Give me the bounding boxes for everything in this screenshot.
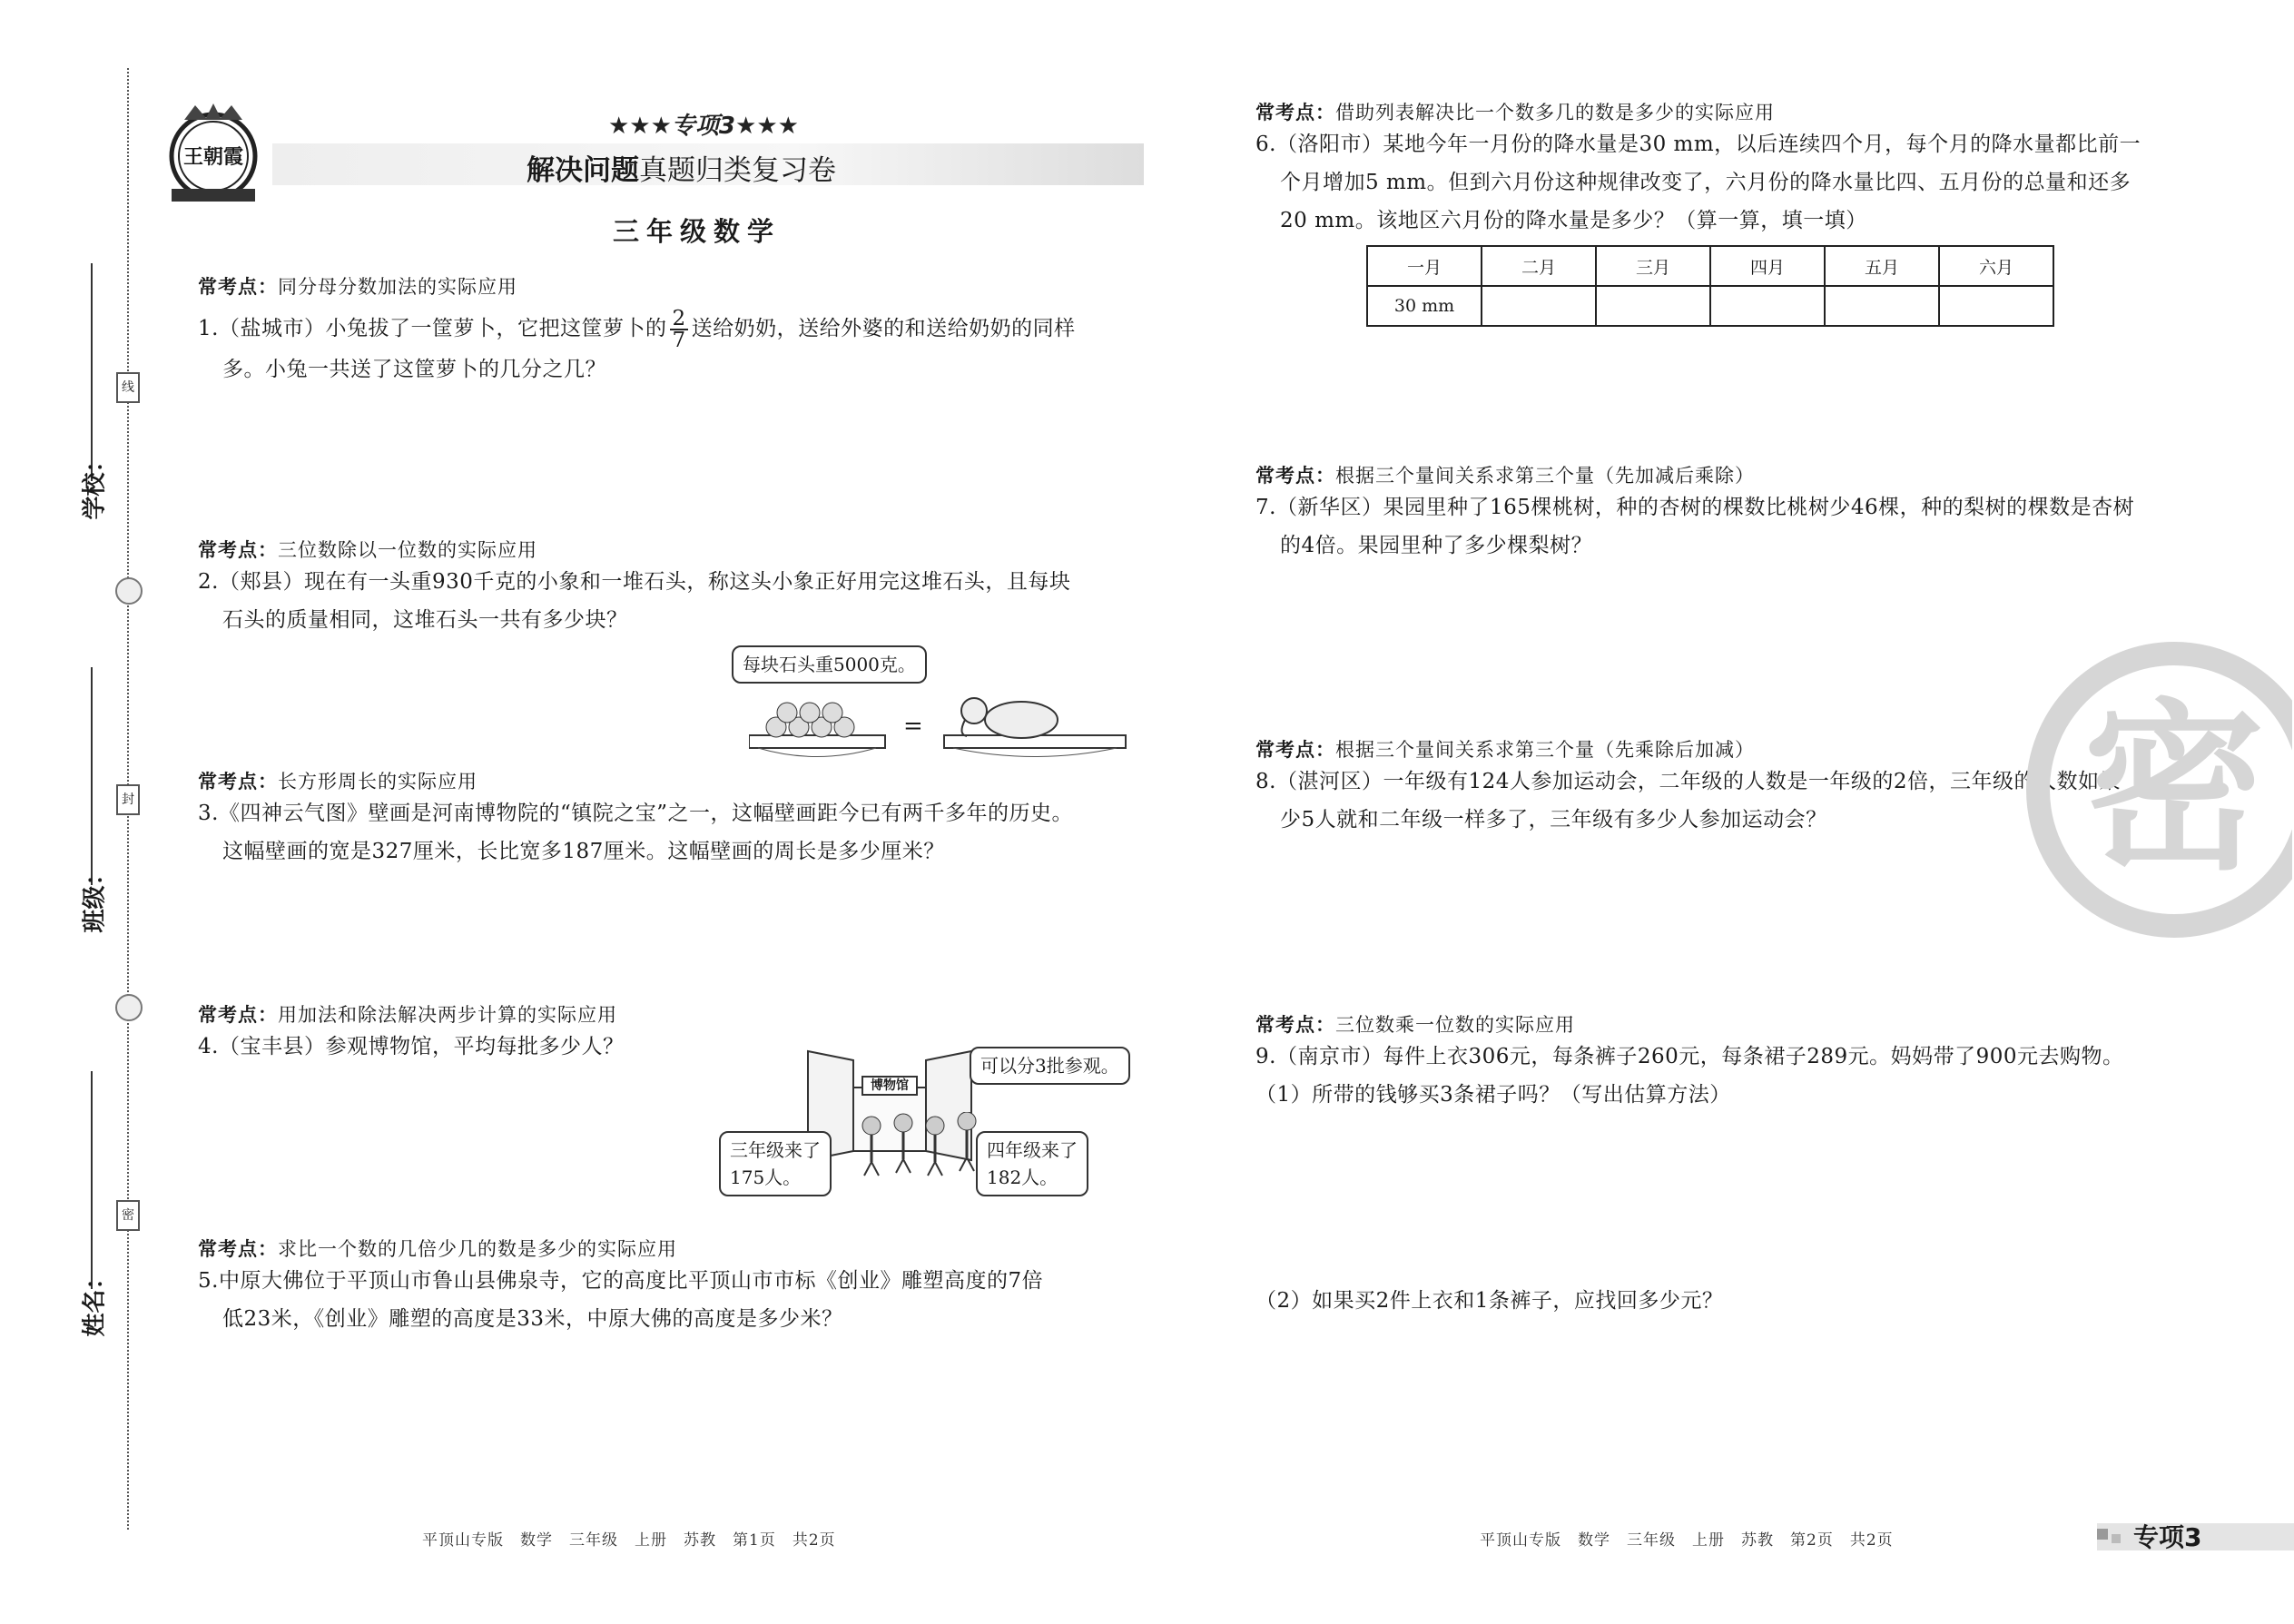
stone-weight-bubble: 每块石头重5000克。	[732, 645, 927, 684]
name-label: 姓名：	[81, 1265, 109, 1337]
batch-bubble: 可以分3批参观。	[970, 1047, 1130, 1085]
tab-square-icon	[2097, 1529, 2108, 1540]
footer-left: 平顶山专版 数学 三年级 上册 苏教 第1页 共2页	[422, 1531, 836, 1550]
key-point-2: 常考点：三位数除以一位数的实际应用	[198, 539, 537, 561]
key-point-1: 常考点：同分母分数加法的实际应用	[198, 276, 517, 298]
key-point-6: 常考点：借助列表解决比一个数多几的数是多少的实际应用	[1255, 102, 1775, 123]
q6-line-3: 20 mm。该地区六月份的降水量是多少？（算一算，填一填）	[1280, 209, 1867, 232]
footer-right: 平顶山专版 数学 三年级 上册 苏教 第2页 共2页	[1480, 1531, 1894, 1550]
q9-sub-2: （2）如果买2件上衣和1条裤子，应找回多少元？	[1255, 1289, 1724, 1313]
q3-line-2: 这幅壁画的宽是327厘米，长比宽多187厘米。这幅壁画的周长是多少厘米？	[222, 840, 945, 863]
class-label: 班级：	[81, 861, 109, 933]
question-1	[198, 272, 1151, 389]
q8-line-2: 少5人就和二年级一样多了，三年级有多少人参加运动会？	[1280, 808, 1827, 832]
table-cell-blank[interactable]	[1482, 286, 1596, 326]
q5-line-2: 低23米，《创业》雕塑的高度是33米，中原大佛的高度是多少米？	[222, 1307, 843, 1331]
table-row	[1367, 286, 2053, 326]
fraction-2-7: $\frac{2}{7}$	[672, 307, 686, 352]
brand-logo	[159, 100, 268, 209]
grade3-text-a: 三年级来了	[730, 1139, 821, 1161]
table-header-cell: 三月	[1596, 246, 1710, 286]
q6-line-1: 6.（洛阳市）某地今年一月份的降水量是30 mm，以后连续四个月，每个月的降水量都比前一	[1255, 133, 2141, 156]
question-9	[1255, 1010, 2218, 1114]
table-header-cell: 四月	[1710, 246, 1825, 286]
q1-text-b: 送给奶奶，送给外婆的和送给奶奶的同样	[691, 317, 1076, 340]
binding-hole-1	[115, 577, 143, 605]
school-label: 学校：	[81, 448, 109, 520]
watermark-text: 密	[2082, 684, 2265, 895]
grade4-bubble	[976, 1131, 1088, 1196]
tab-square-icon	[2112, 1534, 2121, 1543]
class-field-line[interactable]	[91, 667, 93, 885]
binding-hole-2	[115, 994, 143, 1021]
q9-line-1: 9.（南京市）每件上衣306元，每条裤子260元，每条裙子289元。妈妈带了900元去购物。	[1255, 1045, 2124, 1068]
key-point-5: 常考点：求比一个数的几倍少几的数是多少的实际应用	[198, 1238, 677, 1260]
q9-sub-1: （1）所带的钱够买3条裙子吗？（写出估算方法）	[1255, 1083, 1731, 1107]
grade4-text-b: 182人。	[987, 1166, 1058, 1188]
key-point-4: 常考点：用加法和除法解决两步计算的实际应用	[198, 1004, 617, 1026]
key-point-8: 常考点：根据三个量间关系求第三个量（先乘除后加减）	[1255, 739, 1755, 761]
seal-mark-xian: 线	[116, 372, 140, 403]
table-header-row	[1367, 246, 2053, 286]
key-point-3: 常考点：长方形周长的实际应用	[198, 771, 478, 792]
key-point-9: 常考点：三位数乘一位数的实际应用	[1255, 1014, 1575, 1036]
question-2	[198, 536, 1151, 639]
table-cell-blank[interactable]	[1710, 286, 1825, 326]
table-cell-blank[interactable]	[1825, 286, 1939, 326]
page-title	[527, 147, 836, 188]
children-illustration	[853, 1112, 989, 1180]
table-cell: 30 mm	[1367, 286, 1482, 326]
equals-sign: =	[903, 713, 923, 740]
question-3	[198, 767, 1151, 871]
secret-watermark	[2020, 635, 2292, 944]
name-field-line[interactable]	[91, 1071, 93, 1289]
key-point-7: 常考点：根据三个量间关系求第三个量（先加减后乘除）	[1255, 465, 1755, 487]
series-label: ★★★专项3★★★	[608, 113, 799, 140]
q1-text-a: 1.（盐城市）小兔拔了一筐萝卜，它把这筐萝卜的	[198, 317, 667, 340]
q3-line-1: 3.《四神云气图》壁画是河南博物院的“镇院之宝”之一，这幅壁画距今已有两千多年的历史。	[198, 802, 1073, 825]
seal-mark-mi: 密	[116, 1200, 140, 1231]
table-header-cell: 二月	[1482, 246, 1596, 286]
question-7	[1255, 461, 2218, 565]
title-rest: 真题归类复习卷	[639, 154, 836, 187]
seal-mark-feng: 封	[116, 784, 140, 815]
question-6	[1255, 98, 2218, 240]
rainfall-table	[1366, 245, 2054, 327]
q2-line-2: 石头的质量相同，这堆石头一共有多少块？	[222, 608, 628, 632]
grade3-bubble	[719, 1131, 832, 1196]
elephant-scale-illustration	[749, 694, 1139, 767]
museum-sign: 博物馆	[871, 1078, 909, 1093]
table-cell-blank[interactable]	[1939, 286, 2053, 326]
q7-line-1: 7.（新华区）果园里种了165棵桃树，种的杏树的棵数比桃树少46棵，种的梨树的棵数是杏树	[1255, 496, 2135, 519]
q4-line-1: 4.（宝丰县）参观博物馆，平均每批多少人？	[198, 1035, 625, 1058]
logo-text: 王朝霞	[182, 146, 243, 169]
table-header-cell: 六月	[1939, 246, 2053, 286]
q7-line-2: 的4倍。果园里种了多少棵梨树？	[1280, 534, 1593, 557]
grade3-text-b: 175人。	[730, 1166, 802, 1188]
q5-line-1: 5.中原大佛位于平顶山市鲁山县佛泉寺，它的高度比平顶山市市标《创业》雕塑高度的7倍	[198, 1269, 1044, 1293]
grade4-text-a: 四年级来了	[987, 1139, 1078, 1161]
q1-text-c: 多。小兔一共送了这筐萝卜的几分之几？	[222, 358, 606, 381]
table-cell-blank[interactable]	[1596, 286, 1710, 326]
q8-line-1: 8.（湛河区）一年级有124人参加运动会，二年级的人数是一年级的2倍，三年级的人数如果	[1255, 770, 2121, 793]
table-header-cell: 五月	[1825, 246, 1939, 286]
table-header-cell: 一月	[1367, 246, 1482, 286]
page-subtitle: 三年级数学	[613, 216, 782, 247]
section-tab-label: 专项3	[2133, 1522, 2202, 1552]
q6-line-2: 个月增加5 mm。但到六月份这种规律改变了，六月份的降水量比四、五月份的总量和还多	[1280, 171, 2132, 194]
question-5	[198, 1235, 1151, 1338]
q2-line-1: 2.（郏县）现在有一头重930千克的小象和一堆石头，称这头小象正好用完这堆石头，且每块	[198, 570, 1071, 594]
title-bold: 解决问题	[527, 154, 639, 187]
